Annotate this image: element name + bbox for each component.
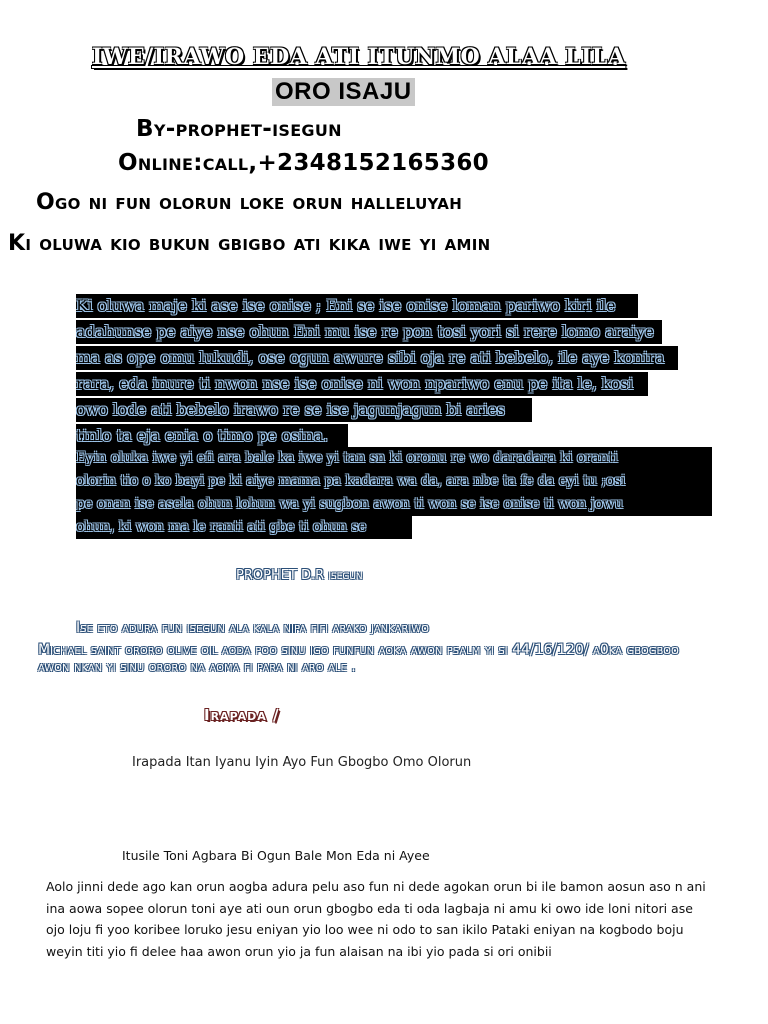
section-subtitle: Irapada Itan Iyanu Iyin Ayo Fun Gbogbo Omo Olorun xyxy=(132,755,472,770)
prayer-instruction-heading: Ise eto adura fun isegun ala kala nipa fifi arako jankariwo xyxy=(76,620,430,636)
praise-line: Ogo ni fun olorun loke orun halleluyah xyxy=(36,190,463,215)
paragraph-heading: Itusile Toni Agbara Bi Ogun Bale Mon Eda ni Ayee xyxy=(122,848,430,863)
oil-instruction-paragraph: Michael saint ororo olive oil aoda poo sinu igo funfun aoka awon psalm yi si 44/16/120/ a0ka gbogboo awon nkan yi sinu ororo na aoma fi para ni aro ale . xyxy=(38,642,679,675)
paragraph-line: weyin titi yio fi delee haa awon orun yio ja fun alaisan na ibi yio pada si ori onibii xyxy=(46,943,552,959)
contact-phone: Online:call,+2348152165360 xyxy=(118,150,489,176)
highlight-line: Ki oluwa maje ki ase ise onise ; Eni se ise onise loman pariwo kiri ile xyxy=(76,294,638,318)
paragraph-line: ojo loju fi yoo koribee loruko jesu eniyan yio loo wee ni odo to san ikilo Pataki eniyan na kogbodo boju xyxy=(46,922,684,937)
highlight-line: owo lode ati bebelo irawo re se ise jagunjagun bi aries xyxy=(76,398,532,422)
highlight-line: ma as ope omu lukudi, ose ogun awure sibi oja re ati bebelo, ile aye konira xyxy=(76,346,678,370)
highlight-line: rara, eda inure ti nwon nse ise onise ni won npariwo enu pe ita le, kosi xyxy=(76,372,648,396)
highlight-line: Eyin oluka iwe yi efi ara bale ka iwe yi tan sn ki oronu re wo daradara ki oranti xyxy=(76,447,712,470)
highlight-line: pe onan ise asela ohun lohun wa yi sugbon awon ti won se ise onise ti won jowu xyxy=(76,493,712,516)
highlight-line: olorin tio o ko bayi pe ki aiye mama pa kadara wa da, ara nbe ta fe da eyi tu ;osi xyxy=(76,470,712,493)
document-title: IWE/IRAWO EDA ATI ITUNMO ALAA LILA xyxy=(92,44,626,70)
prayer-line: Ki oluwa kio bukun gbigbo ati kika iwe yi amin xyxy=(8,231,491,256)
body-paragraph xyxy=(46,876,736,962)
author-line: By-prophet-isegun xyxy=(136,116,342,142)
highlight-line: ohun, ki won ma le ranti ati gbe ti ohun se xyxy=(76,516,412,539)
highlight-line: adahunse pe aiye nse ohun Eni mu ise re pon tosi yori si rere lomo araiye xyxy=(76,320,662,344)
paragraph-line: Aolo jinni dede ago kan orun aogba adura pelu aso fun ni dede agokan orun bi ile bamon aosun aso n ani xyxy=(46,879,706,894)
document-subtitle: ORO ISAJU xyxy=(272,78,415,106)
highlight-line: tinlo ta eja enia o timo pe osina. xyxy=(76,424,348,448)
paragraph-line: ina aowa sopee olorun toni aye ati oun orun gbogbo eda ti oda lagbaja ni amu ki owo ide loni nitori ase xyxy=(46,900,693,916)
section-heading: Irapada / xyxy=(204,706,280,724)
signature: PROPHET D.R isegun xyxy=(236,568,363,583)
